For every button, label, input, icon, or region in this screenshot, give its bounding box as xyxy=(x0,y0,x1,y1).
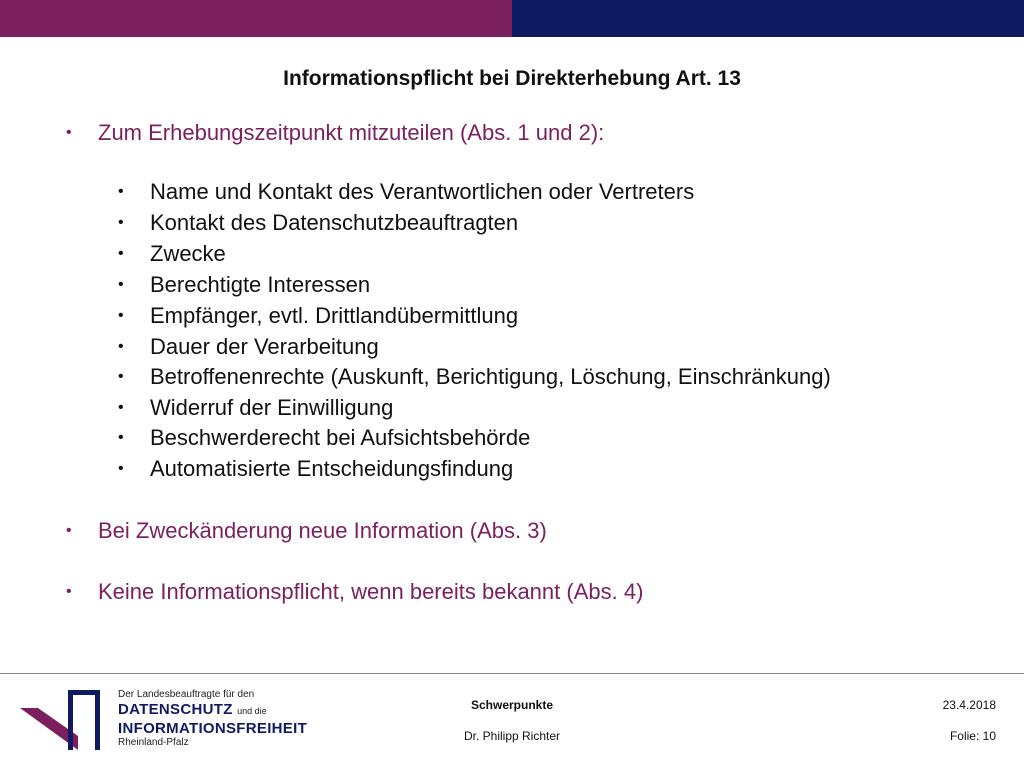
sub-bullet-item: • Dauer der Verarbeitung xyxy=(118,334,379,359)
sub-bullet-item: • Zwecke xyxy=(118,241,226,266)
sub-bullet-item: • Beschwerderecht bei Aufsichtsbehörde xyxy=(118,425,531,450)
footer-author: Dr. Philipp Richter xyxy=(463,729,561,743)
bullet-main-1: • Zum Erhebungszeitpunkt mitzuteilen (Abs. 1 und 2): xyxy=(66,120,605,145)
sub-bullet-item: • Name und Kontakt des Verantwortlichen oder Vertreters xyxy=(118,179,695,204)
sub-bullet-item: • Automatisierte Entscheidungsfindung xyxy=(118,456,514,481)
bullet-main-2: • Bei Zweckänderung neue Information (Abs. 3) xyxy=(66,518,547,543)
header-bar-purple xyxy=(0,0,512,37)
sub-bullet-item: • Betroffenenrechte (Auskunft, Berichtigung, Löschung, Einschränkung) xyxy=(118,364,831,389)
footer-slide-number: Folie: 10 xyxy=(949,729,996,743)
header-bar-navy xyxy=(512,0,1024,37)
slide-title: Informationspflicht bei Direkterhebung Art. 13 xyxy=(283,67,741,90)
footer-topic: Schwerpunkte xyxy=(470,698,554,712)
footer-date: 23.4.2018 xyxy=(942,698,996,712)
sub-bullet-item: • Berechtigte Interessen xyxy=(118,272,371,297)
sub-bullet-item: • Empfänger, evtl. Drittlandübermittlung xyxy=(118,303,519,328)
sub-bullet-item: • Widerruf der Einwilligung xyxy=(118,395,394,420)
bullet-main-3: • Keine Informationspflicht, wenn bereits bekannt (Abs. 4) xyxy=(66,579,644,604)
sub-bullet-item: • Kontakt des Datenschutzbeauftragten xyxy=(118,210,519,235)
footer-divider xyxy=(0,673,1024,674)
logo-text: Der Landesbeauftragte für den DATENSCHUTZ und die INFORMATIONSFREIHEIT Rheinland-Pfalz xyxy=(118,689,308,748)
ldi-logo-mark xyxy=(20,688,110,750)
